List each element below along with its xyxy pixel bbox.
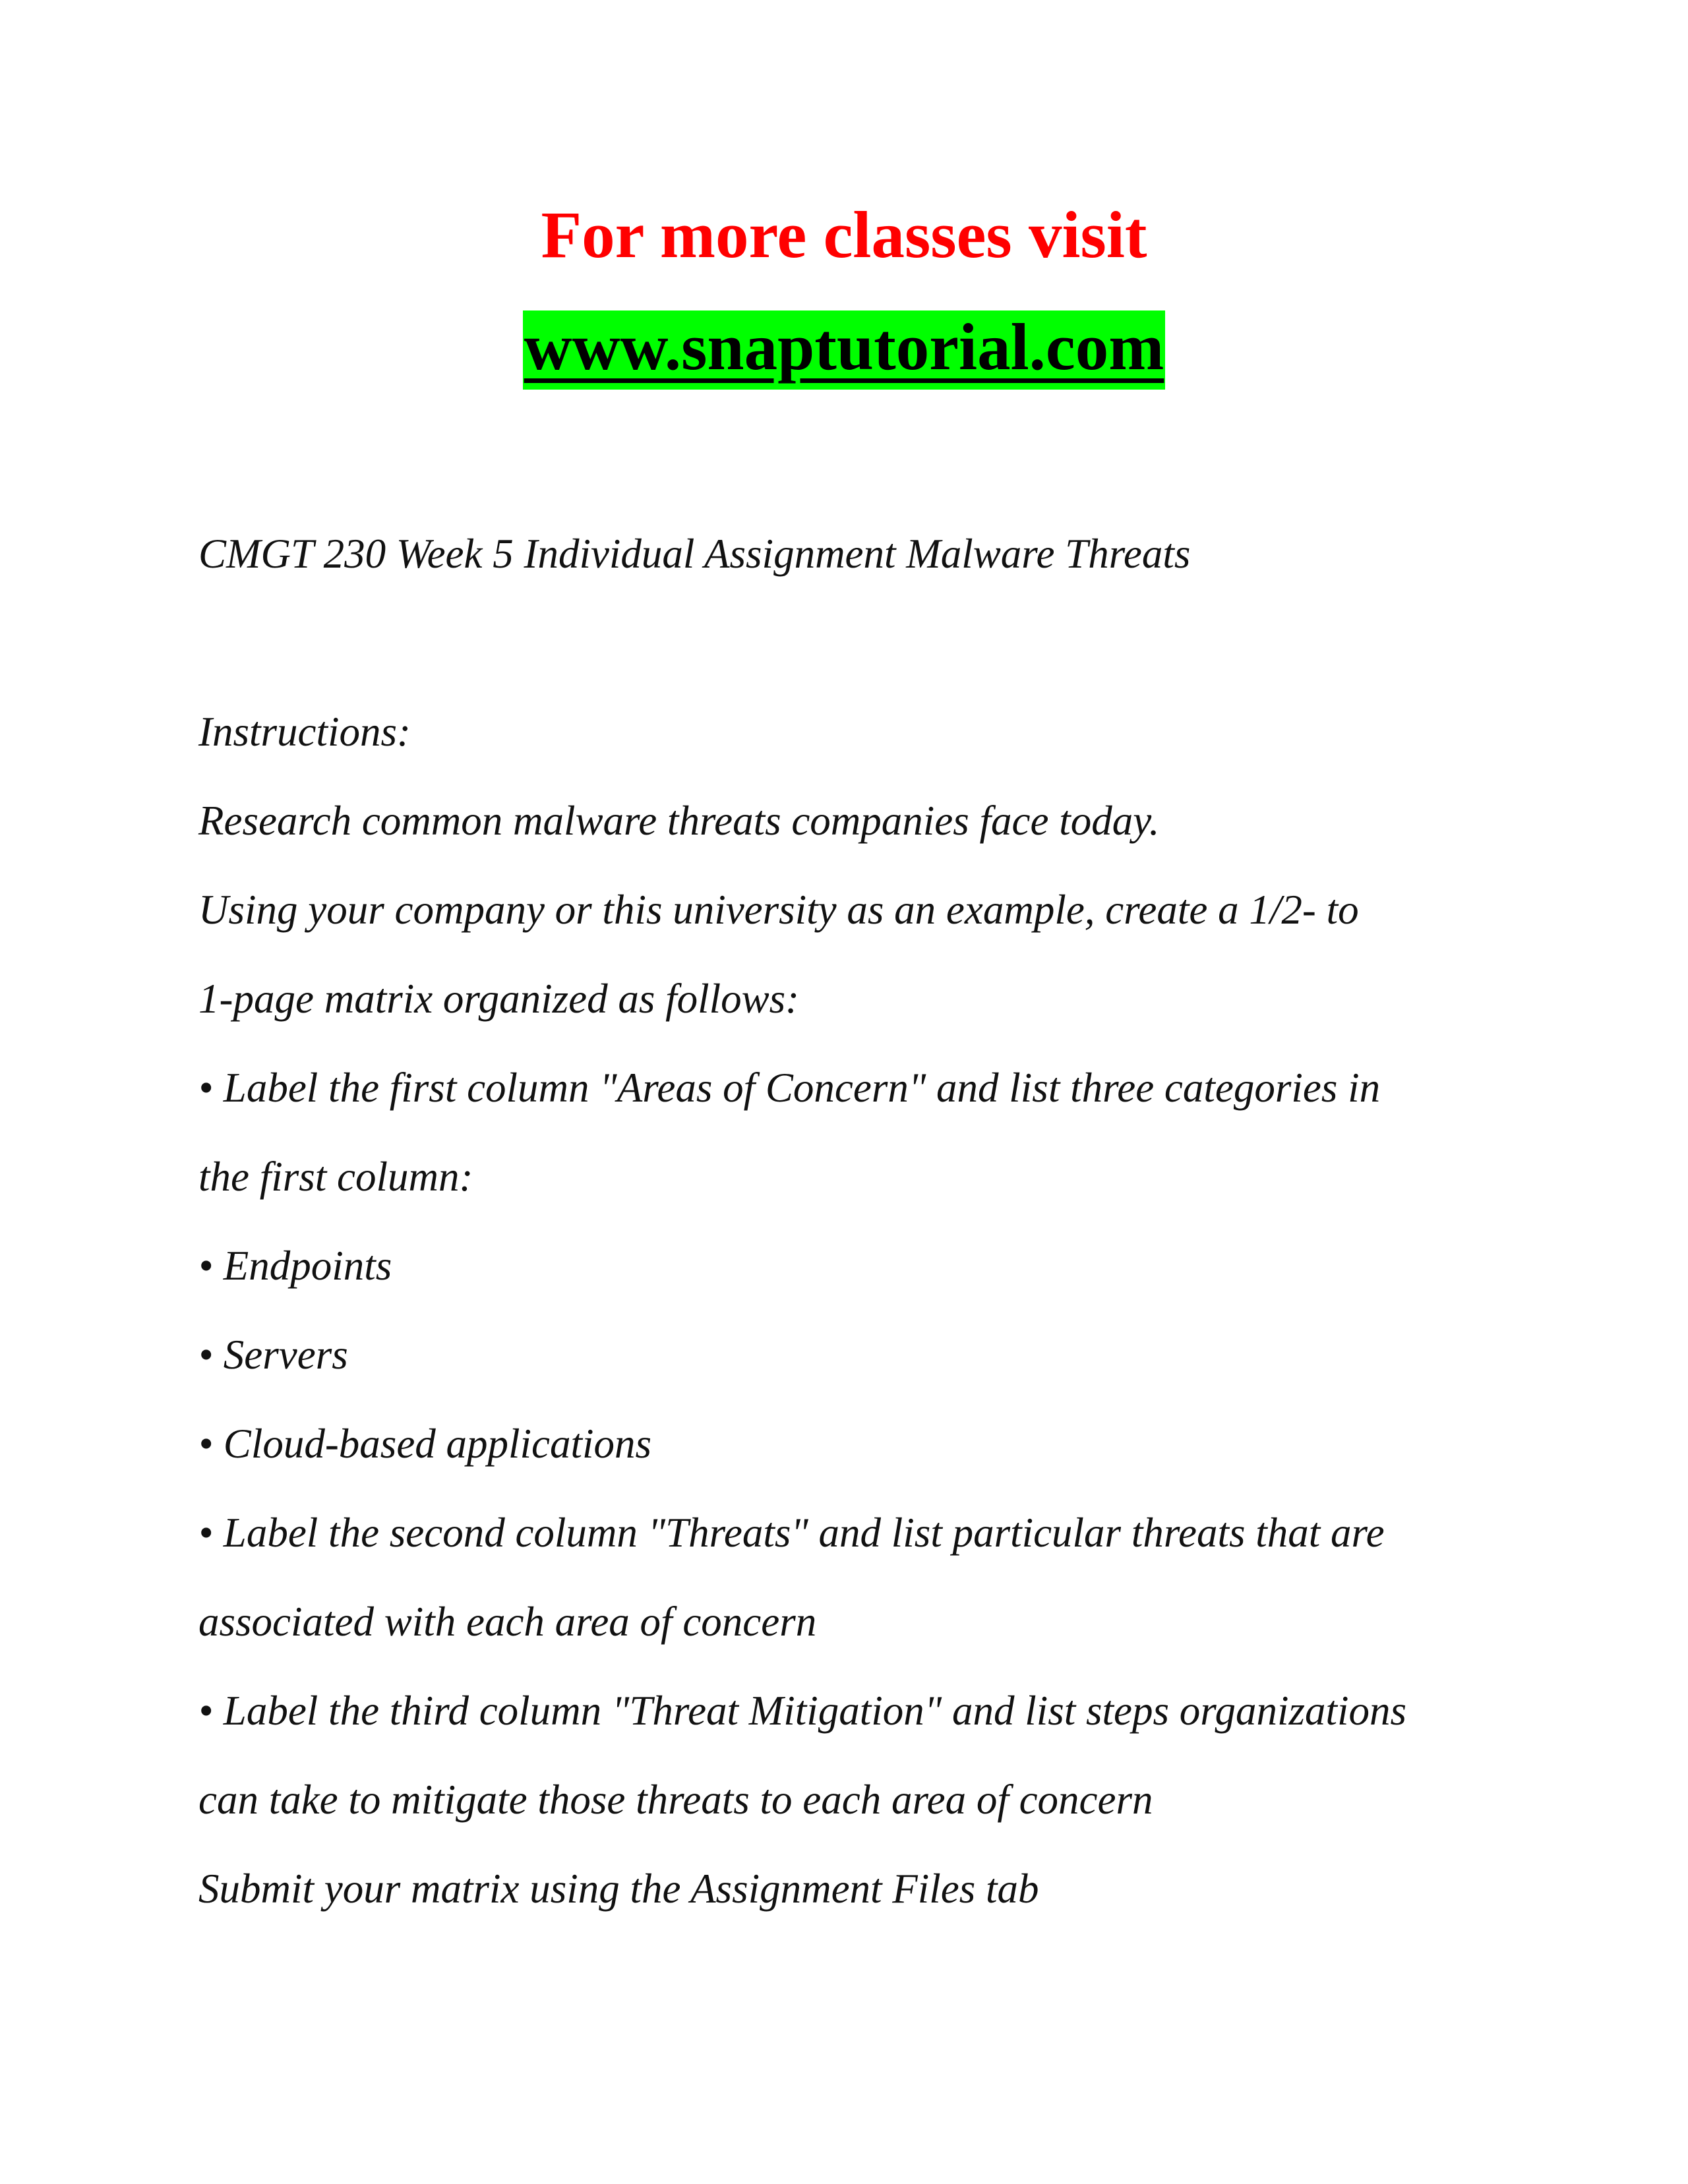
promo-link-row xyxy=(0,307,1688,390)
course-title: CMGT 230 Week 5 Individual Assignment Malware Threats xyxy=(198,531,1191,577)
bullet-item: • Label the second column "Threats" and list particular threats that are xyxy=(198,1510,1385,1556)
instruction-line: the first column: xyxy=(198,1154,473,1200)
instruction-line: associated with each area of concern xyxy=(198,1599,817,1645)
instruction-line: Research common malware threats companies face today. xyxy=(198,798,1160,844)
promo-link[interactable]: www.snaptutorial.com xyxy=(523,310,1166,390)
instruction-line: can take to mitigate those threats to each area of concern xyxy=(198,1777,1153,1823)
instruction-line: 1-page matrix organized as follows: xyxy=(198,976,800,1022)
instruction-line: Submit your matrix using the Assignment Files tab xyxy=(198,1866,1039,1912)
instruction-line: Using your company or this university as an example, create a 1/2- to xyxy=(198,887,1359,933)
bullet-item: • Label the third column "Threat Mitigation" and list steps organizations xyxy=(198,1688,1407,1734)
bullet-item: • Cloud-based applications xyxy=(198,1421,652,1467)
bullet-item: • Servers xyxy=(198,1332,348,1378)
instructions-heading: Instructions: xyxy=(198,709,411,755)
bullet-item: • Label the first column "Areas of Concern" and list three categories in xyxy=(198,1065,1381,1111)
bullet-item: • Endpoints xyxy=(198,1243,392,1289)
promo-heading: For more classes visit xyxy=(541,198,1147,272)
